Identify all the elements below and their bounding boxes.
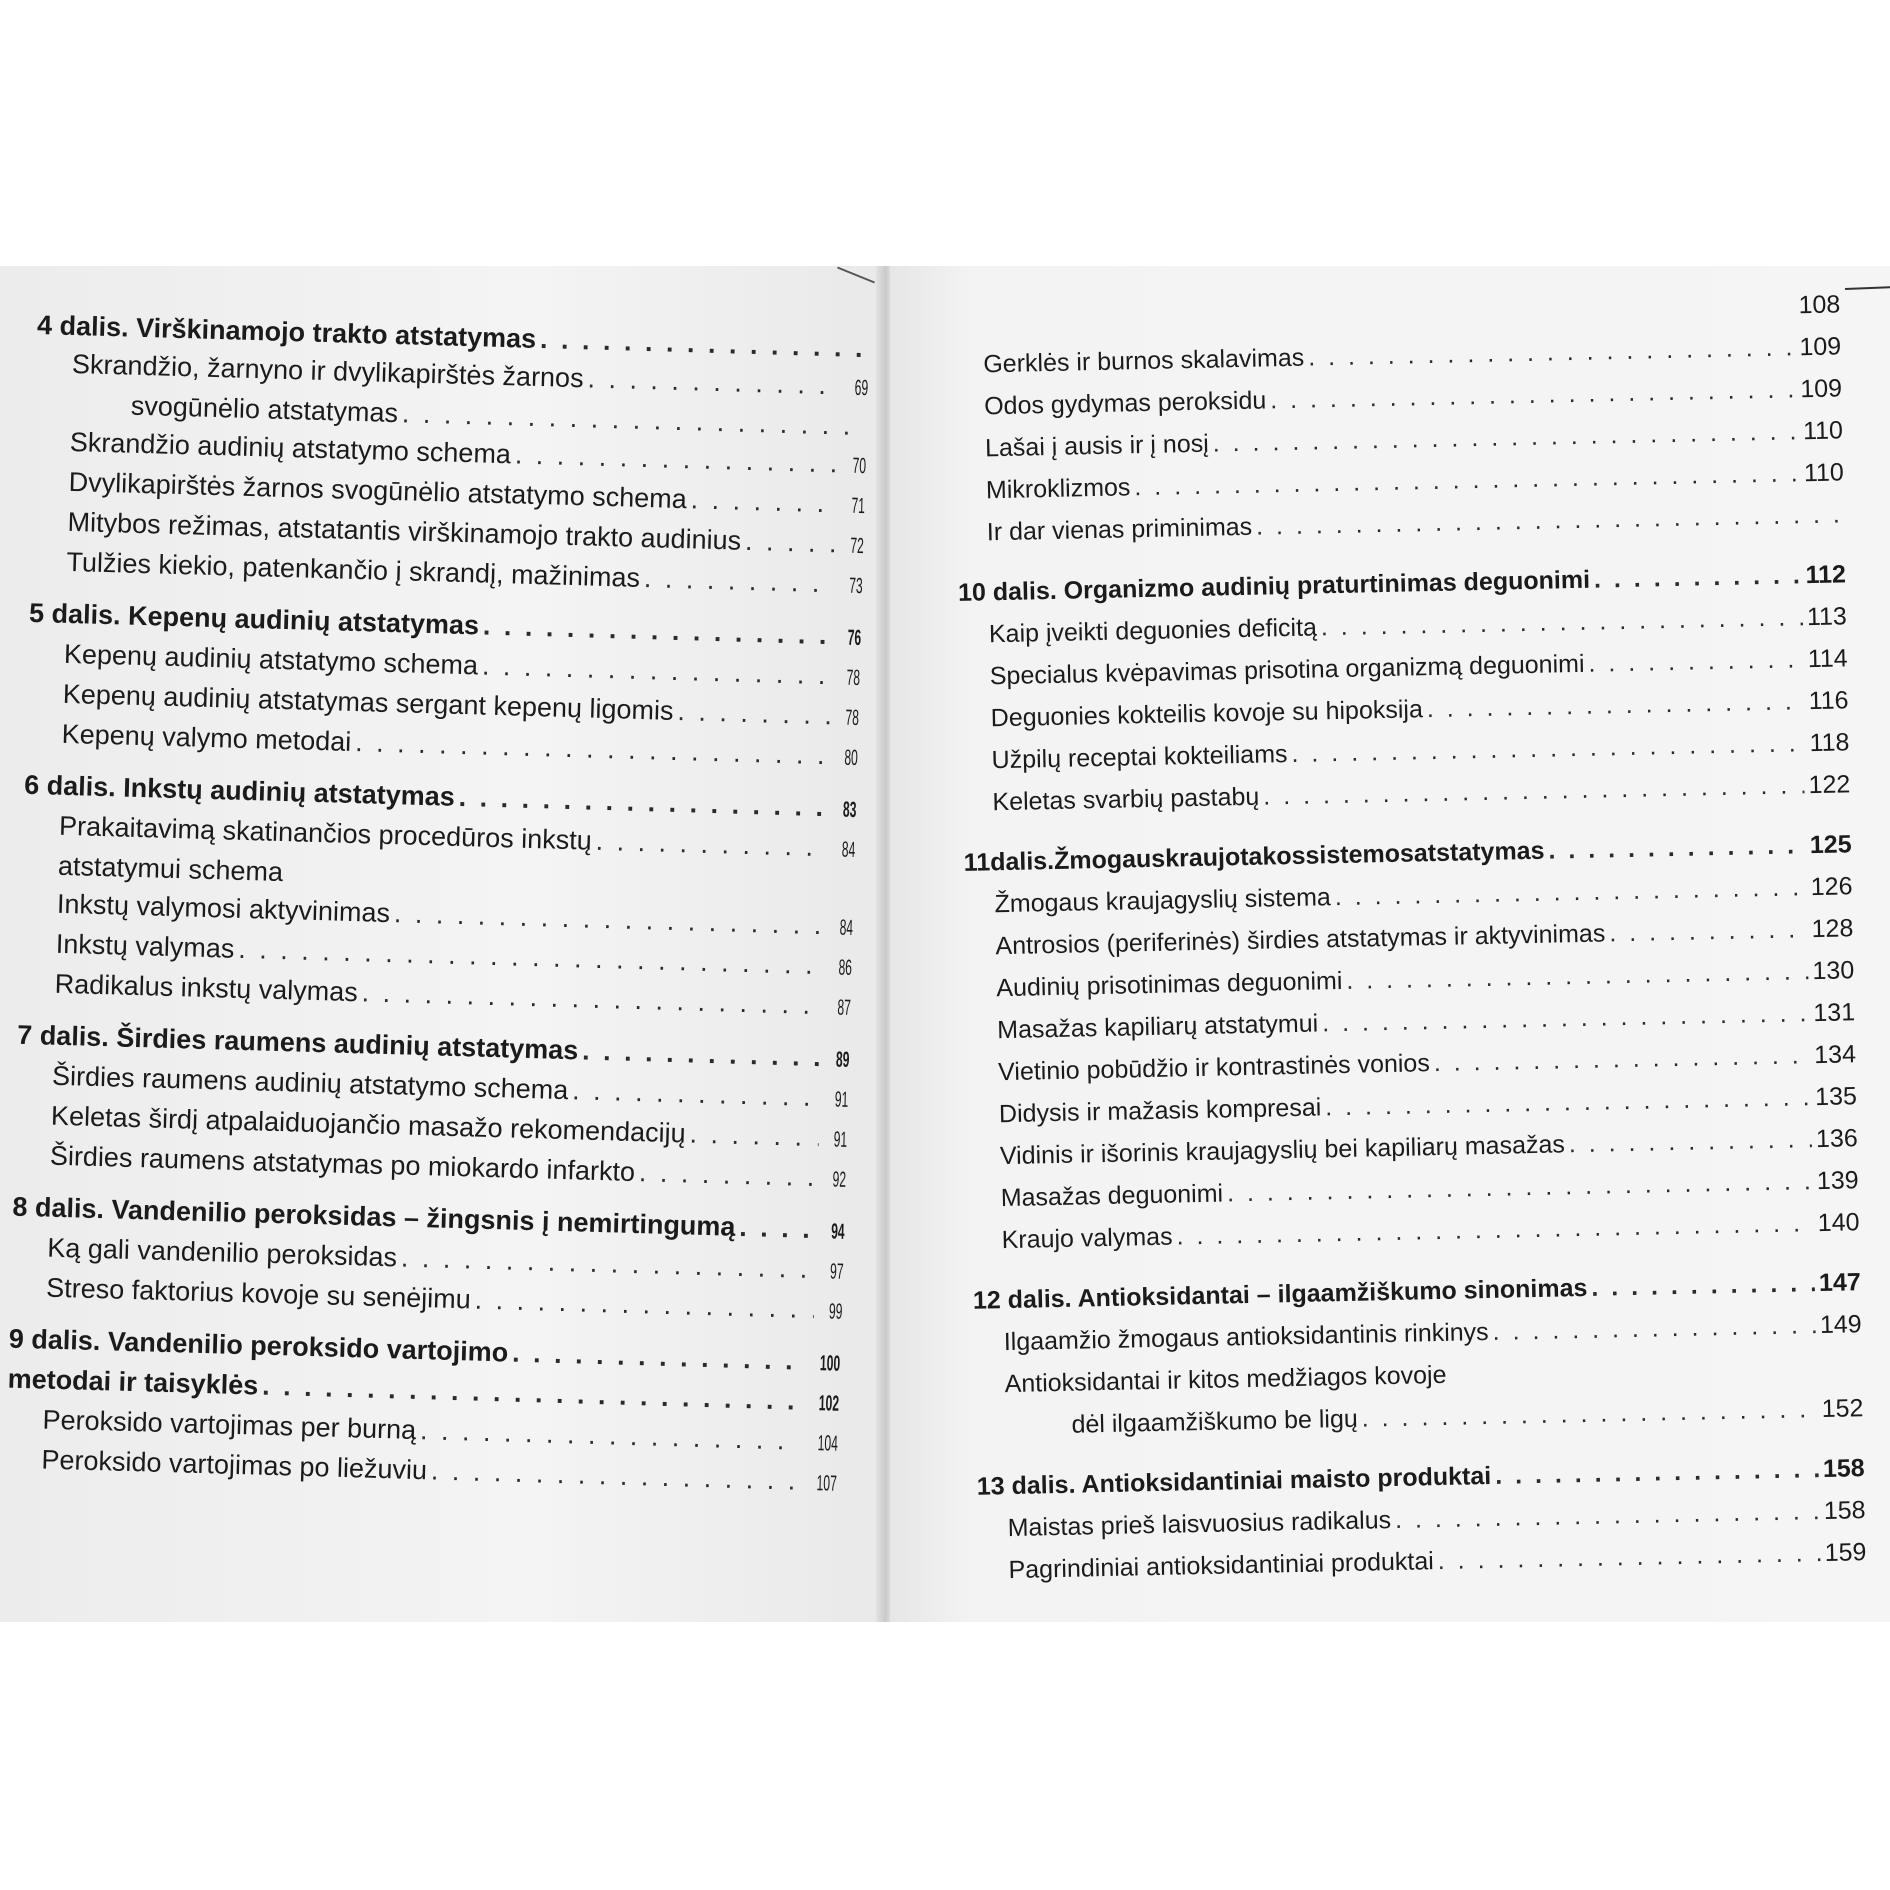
dot-leader: [690, 480, 836, 522]
toc-item-title: Vietinio pobūdžio ir kontrastinės vonios: [997, 1049, 1431, 1087]
toc-item-page-number: 110: [1802, 416, 1844, 446]
toc-item-title: Kraujo valymas: [1001, 1222, 1173, 1255]
toc-part-heading-cont-page-number: 102: [818, 1390, 840, 1416]
toc-item-title: Masažas deguonimi: [1000, 1179, 1224, 1213]
right-toc: [952, 283, 1867, 1591]
toc-item-title: Skrandžio, žarnyno ir dvylikapirštės žarnos: [71, 348, 584, 394]
toc-item-page-number: 91: [834, 1086, 849, 1112]
toc-item-title: dėl ilgaamžiškumo be ligų: [1071, 1404, 1359, 1439]
dot-leader: [1495, 1448, 1820, 1497]
toc-part-heading-title: 10 dalis. Organizmo audinių praturtinimas deguonimi: [957, 565, 1591, 607]
toc-item-title: Antrosios (periferinės) širdies atstatymas ir aktyvinimas: [995, 919, 1606, 961]
toc-item-page-number: 140: [1817, 1208, 1860, 1238]
toc-part-heading-title: 11dalis.Žmogauskraujotakossistemosatstatymas: [963, 836, 1545, 877]
right-page: [890, 266, 1890, 1622]
toc-item-title: Deguonies kokteilis kovoje su hipoksija: [990, 695, 1424, 733]
toc-item-page-number: 136: [1815, 1124, 1859, 1154]
toc-item-title: Mitybos režimas, atstatantis virškinamojo trakto audinius: [67, 506, 742, 556]
toc-item-title: Maistas prieš laisvuosius radikalus: [1007, 1506, 1392, 1543]
toc-item-title: Specialus kvėpavimas prisotina organizmą deguonimi: [989, 649, 1585, 691]
toc-item-page-number: 110: [1803, 458, 1845, 488]
toc-item-page-number: 107: [816, 1470, 838, 1496]
toc-item-page-number: 70: [851, 452, 866, 479]
toc-item-title: Kaip įveikti deguonies deficitą: [988, 613, 1318, 649]
toc-item-title: Streso faktorius kovoje su senėjimu: [45, 1272, 472, 1315]
toc-item-title: Skrandžio audinių atstatymo schema: [69, 426, 512, 470]
dot-leader: [1591, 1262, 1816, 1309]
dot-leader: [1594, 554, 1802, 600]
toc-part-heading-cont-title: metodai ir taisyklės: [7, 1363, 259, 1401]
toc-item-page-number: 109: [1799, 332, 1842, 362]
toc-part-heading-page-number: 94: [830, 1218, 845, 1244]
dot-leader: [638, 1153, 817, 1196]
toc-item-page-number: 71: [850, 492, 865, 519]
toc-item-page-number: 104: [817, 1430, 839, 1456]
toc-item-page-number: 149: [1819, 1310, 1862, 1340]
toc-item-title: Vidinis ir išorinis kraujagyslių bei kapiliarų masažas: [999, 1130, 1566, 1171]
toc-item-title: Keletas širdį atpalaiduojančio masažo rekomendacijų: [50, 1100, 687, 1149]
toc-item-page-number: 139: [1816, 1166, 1859, 1196]
toc-item-page-number: 118: [1809, 728, 1850, 758]
toc-item-page-number: 135: [1814, 1082, 1858, 1112]
toc-item-page-number: 122: [1808, 770, 1851, 800]
toc-item-page-number: 126: [1810, 872, 1853, 902]
toc-item-page-number: 69: [853, 374, 869, 401]
toc-item-page-number: 131: [1813, 998, 1856, 1028]
toc-item-title: Žmogaus kraujagyslių sistema: [994, 883, 1332, 919]
toc-item-title: Širdies raumens atstatymas po miokardo infarkto: [49, 1140, 636, 1188]
dot-leader: [644, 559, 835, 602]
toc-part-heading-title: 8 dalis. Vandenilio peroksidas – žingsnis į nemirtingumą: [12, 1191, 736, 1242]
toc-item-title: Inkstų valymosi aktyvinimas: [56, 888, 391, 929]
book-spread: [0, 266, 1890, 1622]
toc-item-title: Ir dar vienas priminimas: [986, 512, 1253, 547]
dot-leader: [582, 1032, 821, 1077]
dot-leader: [572, 1071, 820, 1116]
toc-item-page-number: 97: [829, 1258, 844, 1284]
dot-leader: [1492, 1304, 1816, 1353]
toc-item-title: Masažas kapiliarų atstatymui: [996, 1009, 1319, 1045]
toc-item-page-number: 109: [1800, 374, 1843, 404]
toc-part-heading-title: 4 dalis. Virškinamojo trakto atstatymas: [36, 309, 537, 354]
toc-item-page-number: 116: [1808, 686, 1849, 716]
toc-item-title: Gerklės ir burnos skalavimas: [983, 343, 1305, 379]
page-corner-mark: [837, 267, 875, 284]
toc-item-title: Audinių prisotinimas deguonimi: [996, 966, 1343, 1003]
toc-part-heading-page-number: 112: [1805, 560, 1847, 590]
toc-item-page-number: 87: [836, 994, 851, 1020]
toc-part-heading-page-number: 158: [1822, 1454, 1865, 1484]
dot-leader: [1548, 824, 1806, 871]
toc-item-page-number: 99: [828, 1298, 843, 1324]
toc-part-heading-page-number: 89: [835, 1046, 850, 1072]
toc-item-title: Kepenų valymo metodai: [61, 718, 352, 757]
toc-part-heading-title: 5 dalis. Kepenų audinių atstatymas: [28, 597, 480, 641]
toc-part-heading-page-number: 147: [1818, 1268, 1862, 1298]
toc-item-title: Prakaitavimą skatinančios procedūros inkstų: [58, 810, 593, 856]
toc-item-title: Kepenų audinių atstatymas sergant kepenų ligomis: [62, 678, 674, 726]
toc-item-title: Lašai į ausis ir į nosį: [984, 429, 1210, 463]
toc-item-title: Keletas svarbių pastabų: [992, 782, 1260, 817]
toc-item-title: Kepenų audinių atstatymo schema: [63, 638, 479, 681]
toc-item-page-number: 84: [840, 836, 856, 863]
toc-item-page-number: 80: [843, 744, 858, 771]
toc-part-heading-page-number: 83: [842, 796, 857, 823]
toc-item-page-number: 92: [831, 1166, 846, 1192]
dot-leader: [1437, 1532, 1821, 1582]
toc-item-title: Peroksido vartojimas per burną: [42, 1404, 417, 1445]
toc-item-title: atstatymui schema: [57, 850, 284, 888]
toc-item-title: svogūnėlio atstatymas: [130, 390, 399, 429]
toc-item-title: Peroksido vartojimas po liežuviu: [41, 1444, 428, 1486]
toc-item-title: Pagrindiniai antioksidantiniai produktai: [1008, 1547, 1435, 1585]
dot-leader: [1588, 638, 1804, 685]
toc-part-heading-page-number: 76: [846, 624, 862, 651]
dot-leader: [595, 822, 827, 866]
toc-item-page-number: 130: [1812, 956, 1855, 986]
toc-item-title: Ką gali vandenilio peroksidas: [46, 1232, 398, 1273]
toc-top-page-number: 108: [1798, 290, 1841, 320]
toc-item-page-number: 73: [848, 572, 863, 599]
dot-leader: [745, 522, 836, 562]
toc-part-heading-title: 9 dalis. Vandenilio peroksido vartojimo: [8, 1323, 509, 1368]
dot-leader: [474, 1281, 814, 1328]
toc-item-title: Antioksidantai ir kitos medžiagos kovoje: [1004, 1360, 1447, 1399]
toc-item-page-number: 128: [1811, 914, 1854, 944]
toc-part-heading-page-number: 100: [819, 1350, 841, 1376]
toc-item-title: Didysis ir mažasis kompresai: [998, 1093, 1322, 1129]
toc-item-page-number: 159: [1824, 1538, 1867, 1567]
toc-item-page-number: 91: [832, 1126, 848, 1152]
dot-leader: [1568, 1118, 1812, 1165]
left-page: [0, 266, 884, 1622]
dot-leader: [689, 1115, 819, 1157]
toc-item-title: Širdies raumens audinių atstatymo schema: [51, 1060, 569, 1106]
dot-leader: [514, 435, 837, 482]
toc-item-title: Mikroklizmos: [985, 473, 1131, 505]
toc-item-title: Radikalus inkstų valymas: [54, 968, 359, 1008]
toc-item-page-number: 86: [837, 954, 852, 980]
dot-leader: [512, 1334, 801, 1380]
toc-item-title: Užpilų receptai kokteiliams: [991, 740, 1288, 775]
dot-leader: [587, 359, 840, 404]
dot-leader: [677, 692, 831, 734]
toc-item-title: Dvylikapirštės žarnos svogūnėlio atstatymo schema: [68, 466, 688, 515]
toc-item-title: Ilgaamžio žmogaus antioksidantinis rinkinys: [1003, 1317, 1489, 1357]
toc-item-page-number: 114: [1807, 644, 1848, 674]
toc-item-page-number: 84: [838, 914, 853, 940]
toc-part-heading-page-number: 125: [1809, 830, 1852, 860]
toc-item-page-number: 78: [844, 704, 859, 731]
page-top-rule: [1845, 270, 1890, 290]
toc-item-page-number: 134: [1813, 1040, 1857, 1070]
toc-item-title: Tulžies kiekio, patenkančio į skrandį, mažinimas: [66, 546, 641, 593]
toc-item-page-number: 72: [849, 532, 864, 559]
toc-item-title: Inkstų valymas: [55, 928, 235, 964]
dot-leader: [1609, 908, 1808, 954]
left-toc: [5, 294, 870, 1503]
toc-part-heading-title: 13 dalis. Antioksidantiniai maisto produktai: [976, 1461, 1492, 1501]
dot-leader: [739, 1208, 816, 1248]
toc-item-title: Odos gydymas peroksidu: [983, 386, 1267, 421]
toc-part-heading-title: 7 dalis. Širdies raumens audinių atstatymas: [16, 1019, 579, 1066]
toc-item-page-number: 113: [1806, 602, 1848, 632]
toc-item-page-number: 78: [845, 664, 860, 691]
toc-item-page-number: 152: [1821, 1394, 1864, 1424]
toc-item-page-number: 158: [1823, 1496, 1866, 1526]
toc-part-heading-title: 12 dalis. Antioksidantai – ilgaamžiškumo sinonimas: [972, 1273, 1588, 1315]
dot-leader: [1361, 1388, 1818, 1440]
toc-part-heading-title: 6 dalis. Inkstų audinių atstatymas: [23, 769, 456, 812]
